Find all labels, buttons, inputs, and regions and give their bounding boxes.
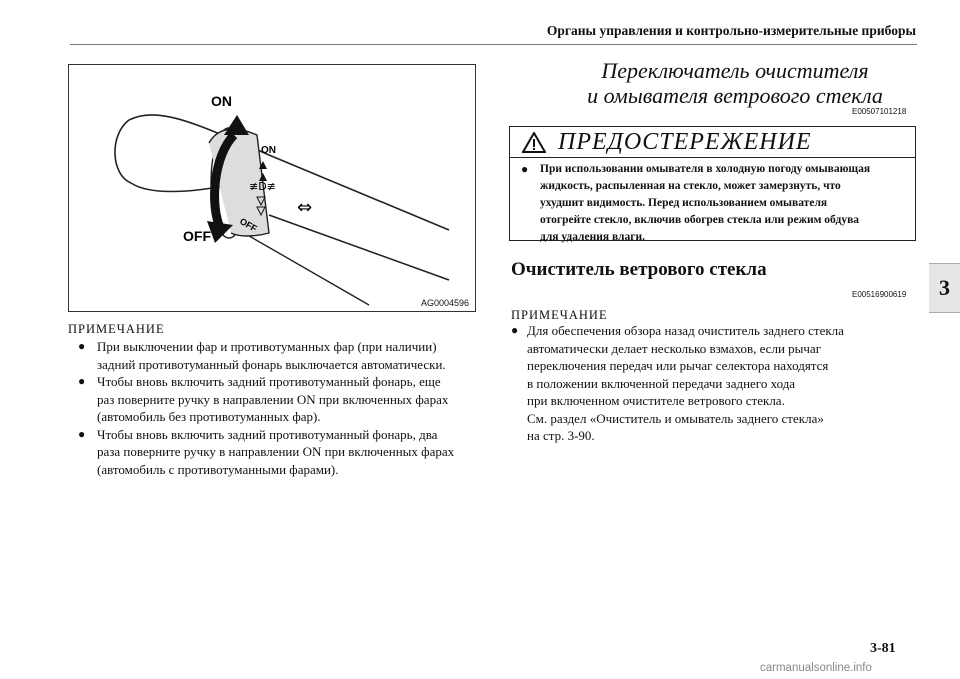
switch-illustration (68, 64, 476, 312)
light-symbol-icon: ⇔ (297, 197, 313, 218)
subsection-code: E00516900619 (852, 290, 907, 299)
warning-header (510, 127, 915, 158)
list-item (68, 373, 488, 426)
note-line: (автомобиль с противотуманными фарами). (97, 461, 339, 477)
bullet-icon: ● (78, 426, 86, 441)
right-note-list (511, 322, 921, 445)
section-code: E00507101218 (852, 107, 907, 116)
list-item (68, 338, 488, 373)
stalk-drawing (69, 65, 475, 311)
watermark: carmanualsonline.info (760, 662, 872, 674)
subsection-title: Очиститель ветрового стекла (511, 259, 767, 280)
warning-line: При использовании омывателя в холодную погоду омывающая (540, 163, 871, 175)
bullet-icon: ● (511, 323, 519, 337)
left-note-list (68, 338, 488, 478)
note-line: При выключении фар и противотуманных фар (при наличии) (97, 339, 437, 354)
section-title-line2: и омывателя ветрового стекла (587, 83, 883, 108)
note-line: задний противотуманный фонарь выключается автоматически. (97, 356, 446, 372)
warning-box (509, 126, 916, 241)
note-line: переключения передач или рычаг селектора находятся (527, 358, 829, 373)
bullet-icon: ● (78, 374, 86, 388)
chapter-tab[interactable] (929, 263, 960, 313)
note-line: Для обеспечения обзора назад очиститель заднего стекла (527, 323, 844, 338)
bullet-icon: ● (521, 162, 529, 176)
note-line: См. раздел «Очиститель и омыватель заднего стекла» (527, 410, 824, 426)
chapter-number: 3 (939, 275, 950, 300)
note-line: (автомобиль без противотуманных фар). (97, 409, 321, 424)
list-item (68, 426, 488, 479)
callout-on: ON (211, 93, 232, 109)
figure-code: AG0004596 (420, 298, 469, 308)
note-line: Чтобы вновь включить задний противотуманный фонарь, еще (97, 374, 441, 389)
left-note-label: ПРИМЕЧАНИЕ (68, 322, 165, 336)
warning-line: отогрейте стекло, включив обогрев стекла или режим обдува (540, 214, 860, 226)
header-divider (70, 44, 917, 45)
warning-line: жидкость, распыленная на стекло, может замерзнуть, что (540, 180, 841, 192)
list-item (511, 322, 921, 445)
fog-symbol-icon: ≢D≢ (249, 180, 276, 193)
knob-off-label: OFF (238, 216, 259, 234)
warning-line: ухудшит видимость. Перед использованием омывателя (540, 197, 828, 209)
section-title (520, 58, 950, 108)
knob-on-label: ON (261, 145, 276, 156)
bullet-icon: ● (78, 339, 86, 353)
note-line: в положении включенной передачи заднего хода (527, 375, 796, 391)
section-title-line1: Переключатель очистителя (601, 58, 869, 83)
note-line: раза поверните ручку в направлении ON при включенных фарах (97, 444, 455, 459)
warning-line: для удаления влаги. (540, 231, 645, 243)
running-header: Органы управления и контрольно-измерительные приборы (546, 23, 916, 38)
page-number: 3-81 (870, 641, 896, 656)
note-line: автоматически делает несколько взмахов, если рычаг (527, 340, 822, 356)
note-line: на стр. 3-90. (527, 428, 595, 443)
note-line: раз поверните ручку в направлении ON при включенных фарах (97, 391, 449, 407)
right-note-label: ПРИМЕЧАНИЕ (511, 308, 608, 322)
note-line: Чтобы вновь включить задний противотуманный фонарь, два (97, 426, 438, 442)
callout-off: OFF (183, 228, 211, 244)
note-line: при включенном очистителе ветрового стекла. (527, 393, 785, 408)
warning-triangle-icon (522, 132, 546, 153)
warning-title: ПРЕДОСТЕРЕЖЕНИЕ (558, 129, 812, 155)
